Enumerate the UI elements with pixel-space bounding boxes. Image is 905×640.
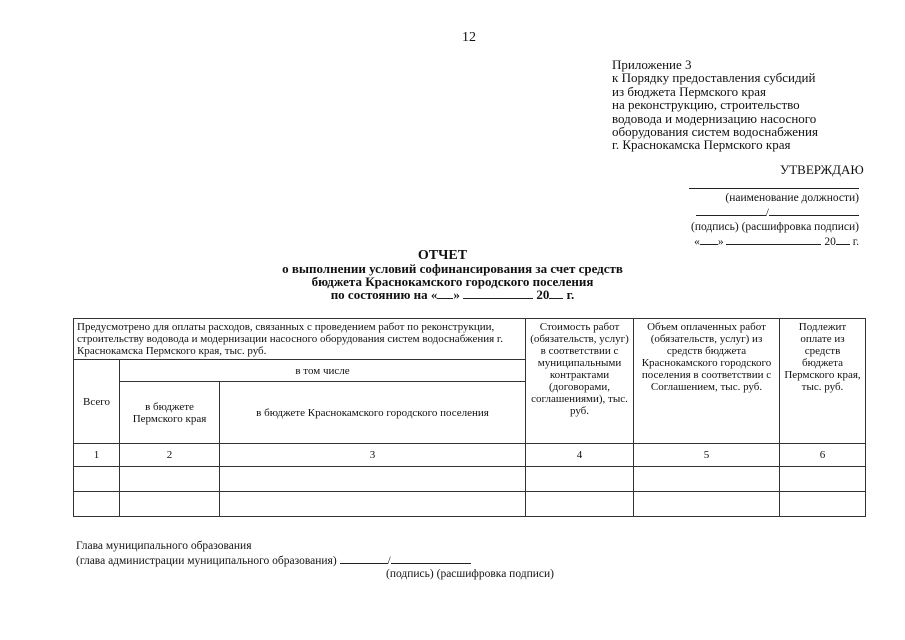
position-caption: (наименование должности) [725,192,859,204]
column-numbers-row [74,444,866,467]
footer-slash: / [387,555,391,567]
title-date-line [0,288,905,302]
footer-line1: Глава муниципального образования [76,540,252,552]
date-quote-close: » [717,236,724,248]
month-blank [726,234,821,245]
appendix-line: оборудования систем водоснабжения [612,124,818,140]
empty-cell [634,467,780,492]
footer-line2-text: (глава администрации муниципального образования) [76,555,337,567]
column-number: 4 [526,444,634,467]
header-due: Подлежит оплате из средств бюджета Пермского края, тыс. руб. [780,319,866,444]
header-total: Всего [74,360,120,444]
appendix-line: Приложение 3 [612,57,692,72]
title-line: бюджета Краснокамского городского поселения [311,273,594,289]
empty-cell [120,467,220,492]
title-date-quote: » [453,287,460,303]
table-row [74,492,866,517]
name-blank [769,205,859,216]
day-blank [700,234,718,245]
appendix-line: г. Краснокамска Пермского края [612,137,791,153]
title-date-year: 20 [536,287,550,303]
footer-line2 [76,553,554,568]
appendix-line: водовода и модернизацию насосного [612,110,817,126]
empty-cell [526,492,634,517]
header-cost: Стоимость работ (обязательств, услуг) в соответствии с муниципальными контрактами (договорами, соглашениями), тыс. руб. [526,319,634,444]
title-year-blank [549,288,563,299]
footer-caption: (подпись) (расшифровка подписи) [386,568,555,580]
appendix-header [612,58,818,152]
title-line: о выполнении условий софинансирования за счет средств [282,260,623,276]
title-date-suffix: г. [566,287,575,303]
appendix-line: на реконструкцию, строительство [612,97,800,113]
signature-row [689,205,859,220]
table-row [74,467,866,492]
title-day-blank [437,288,453,299]
header-including: в том числе [120,360,526,382]
date-quote-open: « [694,236,700,248]
signature-blank [696,205,766,216]
empty-cell [74,492,120,517]
signature-caption: (подпись) (расшифровка подписи) [690,221,859,233]
appendix-line: к Порядку предоставления субсидий [612,70,816,86]
position-line [689,180,859,189]
year-blank [836,234,850,245]
column-number: 1 [74,444,120,467]
date-year: 20 [824,236,836,248]
header-perm-budget: в бюджете Пермского края [120,382,220,444]
approval-date [689,234,859,249]
column-number: 3 [220,444,526,467]
approval-signature-block [689,180,859,249]
page-number: 12 [462,30,476,45]
appendix-line: из бюджета Пермского края [612,83,767,99]
header-krasnokamsk-budget: в бюджете Краснокамского городского поселения [220,382,526,444]
header-planned: Предусмотрено для оплаты расходов, связанных с проведением работ по реконструкции, строительству водовода и модернизации насосного оборудования систем водоснабжения г. Краснокамска Пермского края, тыс. руб. [74,319,526,360]
signature-slash: / [765,207,769,219]
empty-cell [220,467,526,492]
column-number: 6 [780,444,866,467]
title-date-prefix: по состоянию на « [330,287,438,303]
empty-cell [74,467,120,492]
report-title [0,250,905,302]
title-line: ОТЧЕТ [417,248,468,263]
empty-cell [780,467,866,492]
header-paid: Объем оплаченных работ (обязательств, услуг) из средств бюджета Краснокамского городского поселения в соответствии с Соглашением, тыс. руб. [634,319,780,444]
empty-cell [526,467,634,492]
empty-cell [120,492,220,517]
title-month-blank [463,288,533,299]
empty-cell [780,492,866,517]
approval-heading: УТВЕРЖДАЮ [780,162,864,177]
footer-name-blank [391,553,471,564]
footer-signature-blank [340,553,388,564]
column-number: 5 [634,444,780,467]
empty-cell [634,492,780,517]
empty-cell [220,492,526,517]
date-suffix: г. [852,236,859,248]
footer-signature [76,540,554,581]
report-table [73,318,866,517]
column-number: 2 [120,444,220,467]
